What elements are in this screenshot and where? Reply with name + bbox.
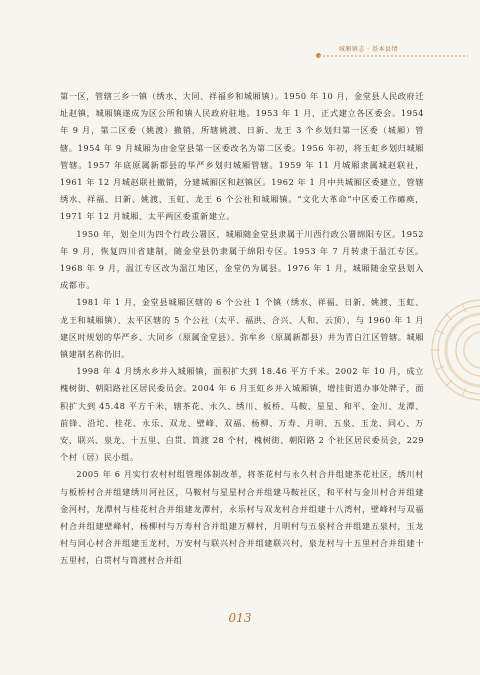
header-dotted-rule xyxy=(318,55,468,57)
paragraph: 1998 年 4 月绣水乡并入城厢镇，面积扩大到 18.46 平方千米。2002 年 10 月，成立槐树街、朝阳路社区居民委员会。2004 年 6 月玉虹乡并入城厢镇，增挂街道办事处牌子，面积扩大到 45.48 平方千米，辖茶花、永久、绣川、板桥、马鞍、星星、和平、金川、龙潭、前锋、沿坨、桂花、永乐、双龙、壁峰、双福、杨柳、万寿、月明、五泉、玉龙、同心、万安、联兴、泉龙、十五里、白贯、筒渡 28 个村，槐树街、朝阳路 2 个社区居民委员会，229 个村（居）民小组。 xyxy=(60,366,424,463)
paragraph: 2005 年 6 月实行农村村组管理体制改革，将茶花村与永久村合并组建茶花社区，绣川村与板桥村合并组建绣川河社区，马鞍村与星星村合并组建马鞍社区，和平村与金川村合并组建金河村，龙潭村与桂花村合并组建龙潭村，永乐村与双龙村合并组建十八湾村，壁峰村与双福村合并组建壁峰村，杨柳村与万寿村合并组建万柳村，月明村与五泉村合并组建五泉村，玉龙村与同心村合并组建玉龙村，万安村与联兴村合并组建联兴村，泉龙村与十五里村合并组建十五里村，白贯村与筒渡村合并组 xyxy=(60,469,424,566)
running-header xyxy=(310,44,480,60)
body-text xyxy=(60,88,424,570)
decorative-ring-ornament xyxy=(426,294,480,406)
paragraph-continued: 第一区，管辖三乡一镇（绣水、大同、祥福乡和城厢镇）。1950 年 10 月，金堂县人民政府迁址赵镇，城厢镇遂成为区公所和镇人民政府驻地。1953 年 1 月，正式建立各区委会。1954 年 9 月，第二区委（姚渡）撤销，所辖姚渡、日新、龙王 3 个乡划归第一区委（城厢）管辖。1954 年 9 月城厢为由金堂县第一区委改名为第二区委。1956 年初，将玉虹乡划归城厢管辖。1957 年底原属新都县的华严乡划归城厢管辖。1959 年 11 月城厢隶属城赵联社，1961 年 12 月城赵联社撤销，分建城厢区和赵镇区。1962 年 1 月中共城厢区委建立，管辖绣水、祥福、日新、姚渡、玉虹、龙王 6 个公社和城厢镇。“文化大革命”中区委工作瘫痪，1971 年 12 月城厢、太平两区委重新建立。 xyxy=(60,91,424,222)
running-header-title: 城厢镇志 · 基本县情 xyxy=(338,46,398,53)
paragraph: 1981 年 1 月，金堂县城厢区辖的 6 个公社 1 个镇（绣水、祥福、日新、姚渡、玉虹、龙王和城厢镇）、太平区辖的 5 个公社（太平、福洪、合兴、人和、云顶），与 1960 年 1 月建区时规划的华严乡、大同乡（原属金堂县）、弥牟乡（原属新都县）并为青白江区管辖。城厢镇建制名称仍旧。 xyxy=(60,297,424,360)
page-number: 013 xyxy=(228,611,252,625)
paragraph: 1950 年，划全川为四个行政公署区，城厢随金堂县隶属于川西行政公署绵阳专区。1952 年 9 月，恢复四川省建制，随金堂县仍隶属于绵阳专区。1953 年 7 月转隶于温江专区。1968 年 9 月，温江专区改为温江地区，金堂仍为属县。1976 年 1 月，城厢随金堂县划入成都市。 xyxy=(60,228,424,291)
